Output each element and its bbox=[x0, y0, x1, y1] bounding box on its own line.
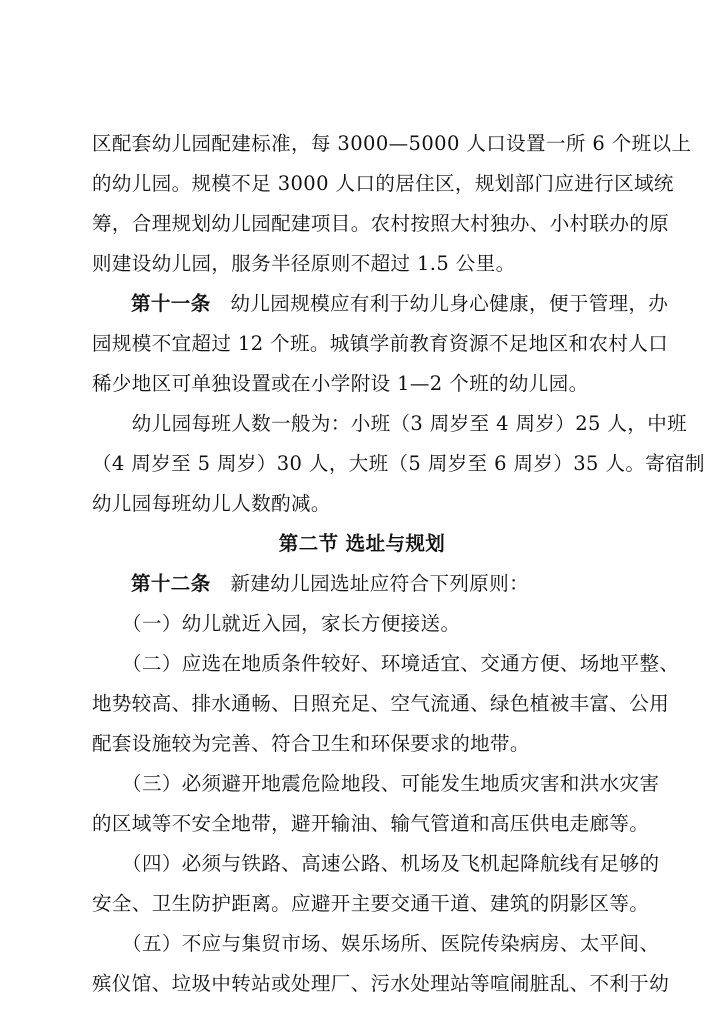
paragraph-line: （四）必须与铁路、高速公路、机场及飞机起降航线有足够的 bbox=[92, 852, 660, 875]
paragraph-line: 园规模不宜超过 12 个班。城镇学前教育资源不足地区和农村人口 bbox=[92, 332, 669, 355]
paragraph-line: 安全、卫生防护距离。应避开主要交通干道、建筑的阴影区等。 bbox=[92, 892, 650, 915]
article-number: 第十二条 bbox=[131, 572, 211, 595]
paragraph-line: 则建设幼儿园，服务半径原则不超过 1.5 公里。 bbox=[92, 252, 516, 275]
paragraph-line: （二）应选在地质条件较好、环境适宜、交通方便、场地平整、 bbox=[92, 652, 680, 675]
paragraph-line: （4 周岁至 5 周岁）30 人，大班（5 周岁至 6 周岁）35 人。寄宿制 bbox=[92, 452, 705, 475]
paragraph-line: 的幼儿园。规模不足 3000 人口的居住区，规划部门应进行区域统 bbox=[92, 172, 674, 195]
paragraph-line: 地势较高、排水通畅、日照充足、空气流通、绿色植被丰富、公用 bbox=[92, 692, 670, 715]
paragraph-line: 配套设施较为完善、符合卫生和环保要求的地带。 bbox=[92, 732, 530, 755]
paragraph-line: 殡仪馆、垃圾中转站或处理厂、污水处理站等喧闹脏乱、不利于幼 bbox=[92, 972, 670, 995]
paragraph-line: 区配套幼儿园配建标准，每 3000—5000 人口设置一所 6 个班以上 bbox=[92, 132, 692, 155]
paragraph-line: （一）幼儿就近入园，家长方便接送。 bbox=[92, 612, 461, 635]
article-11-line: 第十一条 幼儿园规模应有利于幼儿身心健康，便于管理，办 bbox=[131, 292, 669, 315]
article-number: 第十一条 bbox=[131, 292, 211, 315]
paragraph-line: 筹，合理规划幼儿园配建项目。农村按照大村独办、小村联办的原 bbox=[92, 212, 670, 235]
paragraph-line: 幼儿园每班人数一般为：小班（3 周岁至 4 周岁）25 人，中班 bbox=[92, 412, 688, 435]
paragraph-line: （三）必须避开地震危险地段、可能发生地质灾害和洪水灾害 bbox=[92, 772, 660, 795]
paragraph-line: 幼儿园每班幼儿人数酌减。 bbox=[92, 492, 331, 515]
article-12-line: 第十二条 新建幼儿园选址应符合下列原则： bbox=[131, 572, 530, 595]
section-heading: 第二节 选址与规划 bbox=[278, 532, 446, 555]
paragraph-line: （五）不应与集贸市场、娱乐场所、医院传染病房、太平间、 bbox=[92, 932, 660, 955]
paragraph-line: 的区域等不安全地带，避开输油、输气管道和高压供电走廊等。 bbox=[92, 812, 650, 835]
paragraph-line: 稀少地区可单独设置或在小学附设 1—2 个班的幼儿园。 bbox=[92, 372, 589, 395]
